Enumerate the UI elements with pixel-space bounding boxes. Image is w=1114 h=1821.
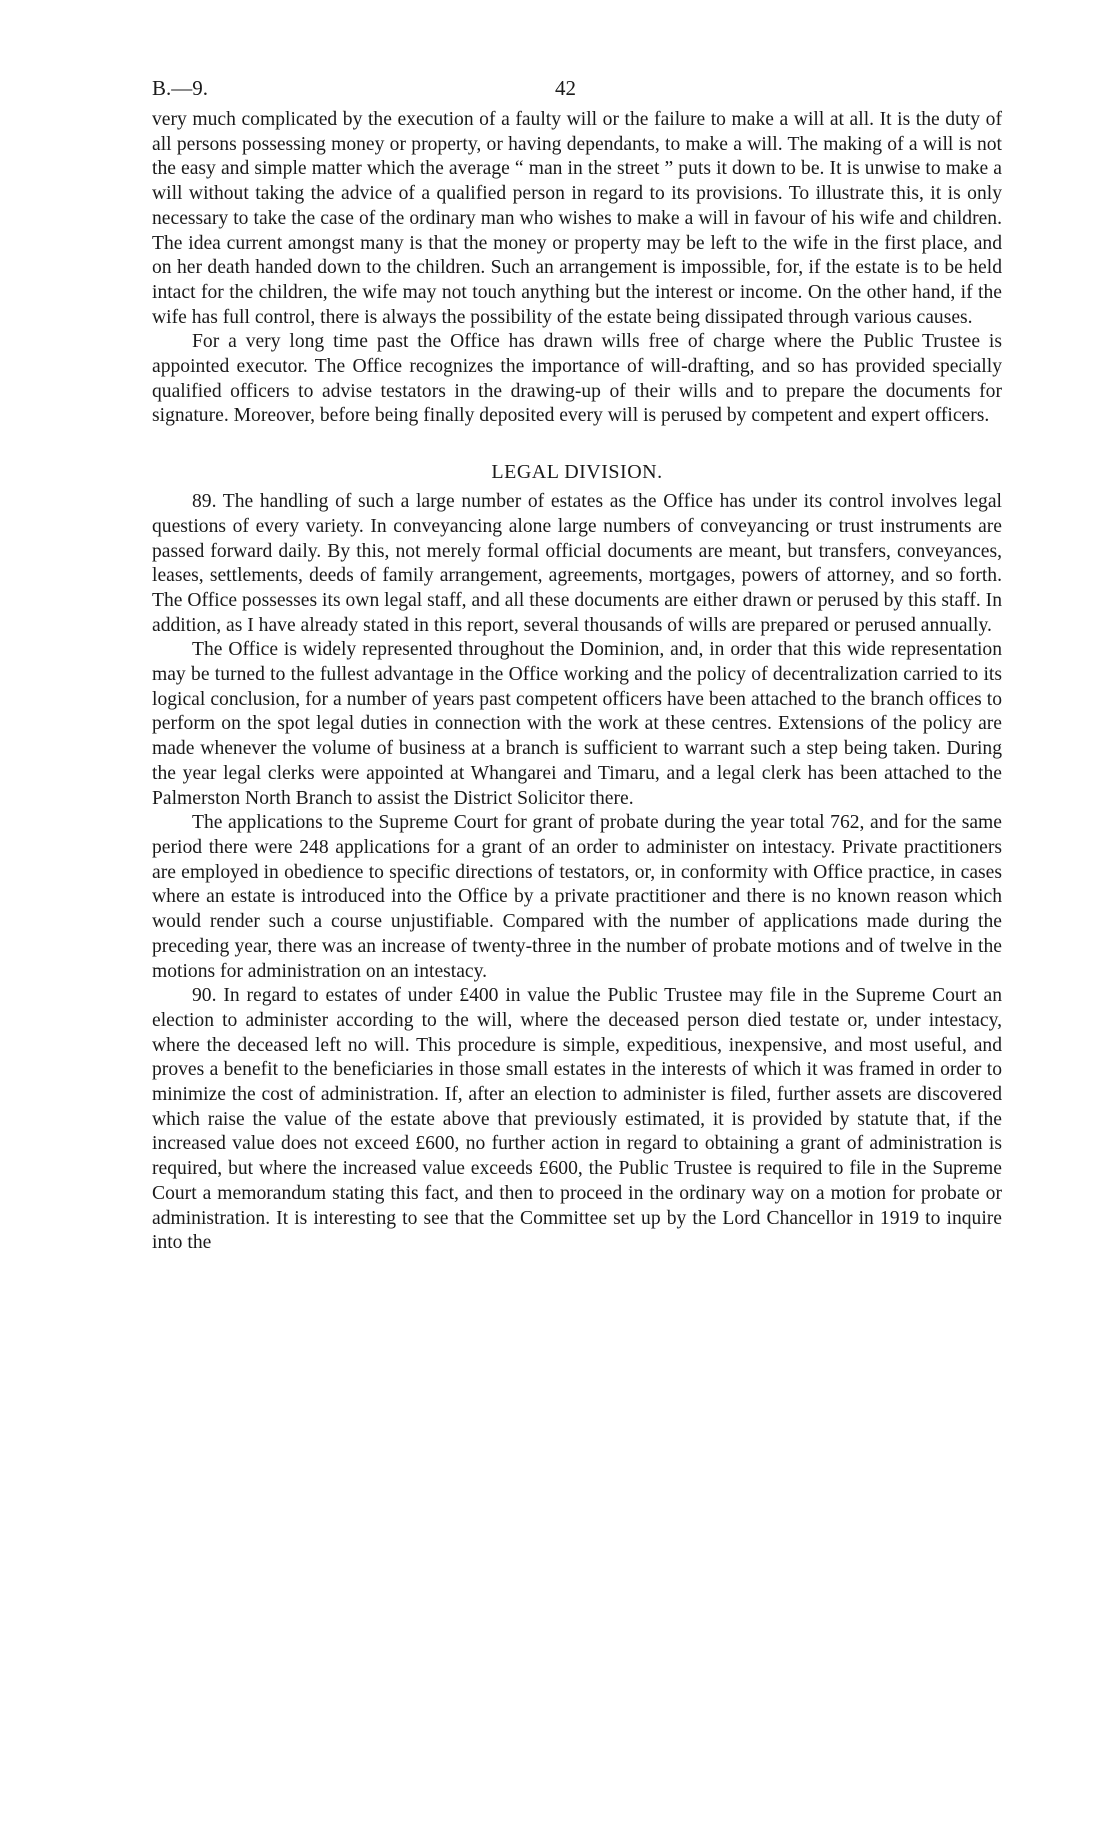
paragraph: 90. In regard to estates of under £400 in value the Public Trustee may file in the Supreme Court an election to administer according to the will, where the deceased person died testate or, under intestacy, where the deceased left no will. This procedure is simple, expeditious, inexpensive, and most useful, and proves a benefit to the beneficiaries in those small estates in the interests of which it was framed in order to minimize the cost of administration. If, after an election to administer is filed, further assets are discovered which raise the value of the estate above that previously estimated, it is provided by statute that, if the increased value does not exceed £600, no further action in regard to obtaining a grant of administration is required, but where the increased value exceeds £600, the Public Trustee is required to file in the Supreme Court a memorandum stating this fact, and then to proceed in the ordinary way on a motion for probate or administration. It is interesting to see that the Committee set up by the Lord Chancellor in 1919 to inquire into the — [152, 985, 1002, 1254]
paragraph: For a very long time past the Office has drawn wills free of charge where the Public Trustee is appointed executor. The Office recognizes the importance of will-drafting, and so has provided specially qualified officers to advise testators in the drawing-up of their wills and to prepare the documents for signature. Moreover, before being finally deposited every will is perused by competent and expert officers. — [152, 331, 1002, 427]
paragraph: The Office is widely represented throughout the Dominion, and, in order that this wide representation may be turned to the fullest advantage in the Office working and the policy of decentralization carried to its logical conclusion, for a number of years past competent officers have been attached to the branch offices to perform on the spot legal duties in connection with the work at these centres. Extensions of the policy are made whenever the volume of business at a branch is sufficient to warrant such a step being taken. During the year legal clerks were appointed at Whangarei and Timaru, and a legal clerk has been attached to the Palmerston North Branch to assist the District Solicitor there. — [152, 639, 1002, 809]
section-heading: LEGAL DIVISION. — [491, 461, 663, 484]
paragraph: The applications to the Supreme Court for grant of probate during the year total 762, and for the same period there were 248 applications for a grant of an order to administer on intestacy. Private practitioners are employed in obedience to specific directions of testators, or, in conformity with Office practice, in cases where an estate is introduced into the Office by a private practitioner and there is no known reason which would render such a course unjustifiable. Compared with the number of applications made during the preceding year, there was an increase of twenty-three in the number of probate motions and of twelve in the motions for administration on an intestacy. — [152, 812, 1002, 982]
paragraph: very much complicated by the execution of a faulty will or the failure to make a will at all. It is the duty of all persons possessing money or property, or having dependants, to make a will. The making of a will is not the easy and simple matter which the average “ man in the street ” puts it down to be. It is unwise to make a will without taking the advice of a qualified person in regard to its provisions. To illustrate this, it is only necessary to take the case of the ordinary man who wishes to make a will in favour of his wife and children. The idea current amongst many is that the money or property may be left to the wife in the first place, and on her death handed down to the children. Such an arrangement is impossible, for, if the estate is to be held intact for the children, the wife may not touch anything but the interest or income. On the other hand, if the wife has full control, there is always the possibility of the estate being dissipated through various causes. — [152, 109, 1002, 328]
document-reference: B.—9. — [152, 76, 209, 100]
body-text-legal — [152, 490, 1002, 1256]
paragraph: 89. The handling of such a large number of estates as the Office has under its control involves legal questions of every variety. In conveyancing alone large numbers of conveyancing or trust instruments are passed forward daily. By this, not merely formal official documents are meant, but transfers, conveyances, leases, settlements, deeds of family arrangement, agreements, mortgages, powers of attorney, and so forth. The Office possesses its own legal staff, and all these documents are either drawn or perused by this staff. In addition, as I have already stated in this report, several thousands of wills are prepared or perused annually. — [152, 491, 1002, 636]
document-page — [152, 76, 1002, 1256]
body-text-top — [152, 108, 1002, 429]
page-number: 42 — [555, 76, 576, 100]
page-header — [152, 76, 1002, 106]
